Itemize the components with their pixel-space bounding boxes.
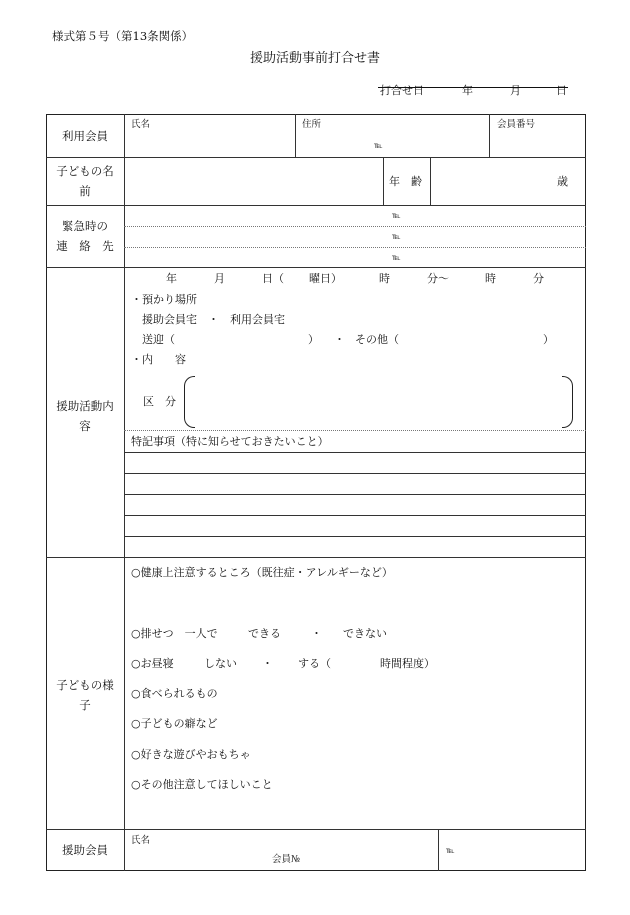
notes-line-2	[124, 473, 586, 474]
user-name-field[interactable]: 氏名	[131, 119, 151, 130]
child-state-label	[46, 675, 124, 715]
form-number: 様式第５号（第13条関係）	[52, 29, 194, 43]
meeting-date-label: 打合せ日	[380, 84, 424, 97]
age-unit: 歳	[557, 175, 568, 188]
emergency-tel-3[interactable]: ℡	[392, 253, 401, 262]
child-name-label-line1: 子どもの名	[56, 164, 114, 178]
other-label[interactable]: その他（	[355, 333, 399, 346]
user-member-number-field[interactable]: 会員番号	[497, 119, 536, 130]
meeting-date-field[interactable]	[378, 84, 568, 97]
content-heading: ・内 容	[131, 353, 186, 366]
activity-weekday: 曜日）	[309, 272, 342, 285]
edible-foods-item[interactable]: ○食べられるもの	[131, 687, 218, 700]
notes-line-5	[124, 536, 586, 537]
form-table	[46, 114, 586, 871]
emergency-contact-label	[46, 216, 124, 256]
user-address-divider	[489, 114, 490, 157]
other-cautions-item[interactable]: ○その他注意してほしいこと	[131, 778, 273, 791]
row-divider-4	[46, 557, 586, 558]
activity-start-hour: 時	[379, 272, 390, 285]
meeting-date-day: 日	[556, 84, 567, 97]
activity-label-line1: 援助活動内	[56, 399, 114, 413]
activity-start-minute: 分〜	[427, 272, 449, 285]
favorite-play-item[interactable]: ○好きな遊びやおもちゃ	[131, 748, 251, 761]
support-name-divider	[438, 829, 439, 871]
emergency-label-line1: 緊急時の	[62, 219, 108, 233]
activity-label-line2: 容	[79, 419, 91, 433]
age-label: 年 齢	[389, 175, 422, 188]
age-divider	[430, 157, 431, 205]
child-state-label-line1: 子どもの様	[56, 678, 114, 692]
place-separator-dot: ・	[334, 333, 345, 346]
meeting-date-month: 月	[510, 84, 521, 97]
nap-yes-option[interactable]: する（	[298, 657, 331, 670]
activity-end-minute: 分	[533, 272, 544, 285]
toilet-can-option[interactable]: できる	[248, 627, 281, 640]
nap-item: ○お昼寝	[131, 657, 174, 670]
child-name-field[interactable]	[126, 159, 381, 203]
row-divider-5	[46, 829, 586, 830]
child-state-label-line2: 子	[79, 698, 91, 712]
user-member-label: 利用会員	[62, 129, 108, 143]
row-divider-2	[46, 205, 586, 206]
category-input-area[interactable]	[196, 378, 560, 424]
toilet-item: ○排せつ 一人で	[131, 627, 218, 640]
category-bracket-right	[562, 376, 573, 428]
row-divider-1	[46, 157, 586, 158]
emergency-tel-1[interactable]: ℡	[392, 211, 401, 220]
child-name-label	[46, 161, 124, 201]
emergency-tel-2[interactable]: ℡	[392, 232, 401, 241]
notes-line-3	[124, 494, 586, 495]
activity-dotted-line	[124, 430, 586, 431]
pickup-label[interactable]: 送迎（	[142, 333, 175, 346]
category-bracket-left	[184, 376, 195, 428]
support-member-no-field[interactable]: 会員№	[272, 854, 300, 865]
place-heading: ・預かり場所	[131, 293, 197, 306]
activity-day: 日（	[262, 272, 284, 285]
child-habits-item[interactable]: ○子どもの癖など	[131, 717, 218, 730]
nap-no-option[interactable]: しない	[204, 657, 237, 670]
nap-duration[interactable]: 時間程度）	[380, 657, 435, 670]
notes-line-4	[124, 515, 586, 516]
emergency-dotted-line-2	[124, 247, 586, 248]
support-name-field[interactable]: 氏名	[131, 835, 151, 846]
toilet-cannot-option[interactable]: できない	[343, 627, 387, 640]
nap-separator: ・	[262, 657, 273, 670]
emergency-dotted-line-1	[124, 226, 586, 227]
user-address-field[interactable]: 住所	[302, 119, 322, 130]
activity-content-label	[46, 396, 124, 436]
user-tel-label: ℡	[374, 141, 383, 150]
notes-line-1	[124, 452, 586, 453]
toilet-separator: ・	[311, 627, 322, 640]
activity-year: 年	[166, 272, 177, 285]
form-title: 援助活動事前打合せ書	[249, 51, 380, 66]
child-name-divider	[383, 157, 384, 205]
emergency-label-line2: 連 絡 先	[56, 239, 114, 253]
pickup-close: ）	[308, 333, 319, 346]
health-notes-item[interactable]: ○健康上注意するところ（既往症・アレルギーなど）	[131, 566, 393, 579]
other-close: ）	[543, 333, 554, 346]
support-member-label: 援助会員	[62, 843, 108, 857]
support-tel-field[interactable]: ℡	[446, 846, 455, 855]
place-options[interactable]: 援助会員宅 ・ 利用会員宅	[142, 313, 285, 326]
child-name-label-line2: 前	[79, 184, 91, 198]
user-name-divider	[295, 114, 296, 157]
activity-end-hour: 時	[485, 272, 496, 285]
category-label: 区 分	[143, 395, 176, 408]
label-column-divider	[124, 114, 125, 871]
meeting-date-year: 年	[462, 84, 473, 97]
activity-month: 月	[214, 272, 225, 285]
special-notes-heading: 特記事項（特に知らせておきたいこと）	[131, 435, 329, 448]
row-divider-3	[46, 267, 586, 268]
